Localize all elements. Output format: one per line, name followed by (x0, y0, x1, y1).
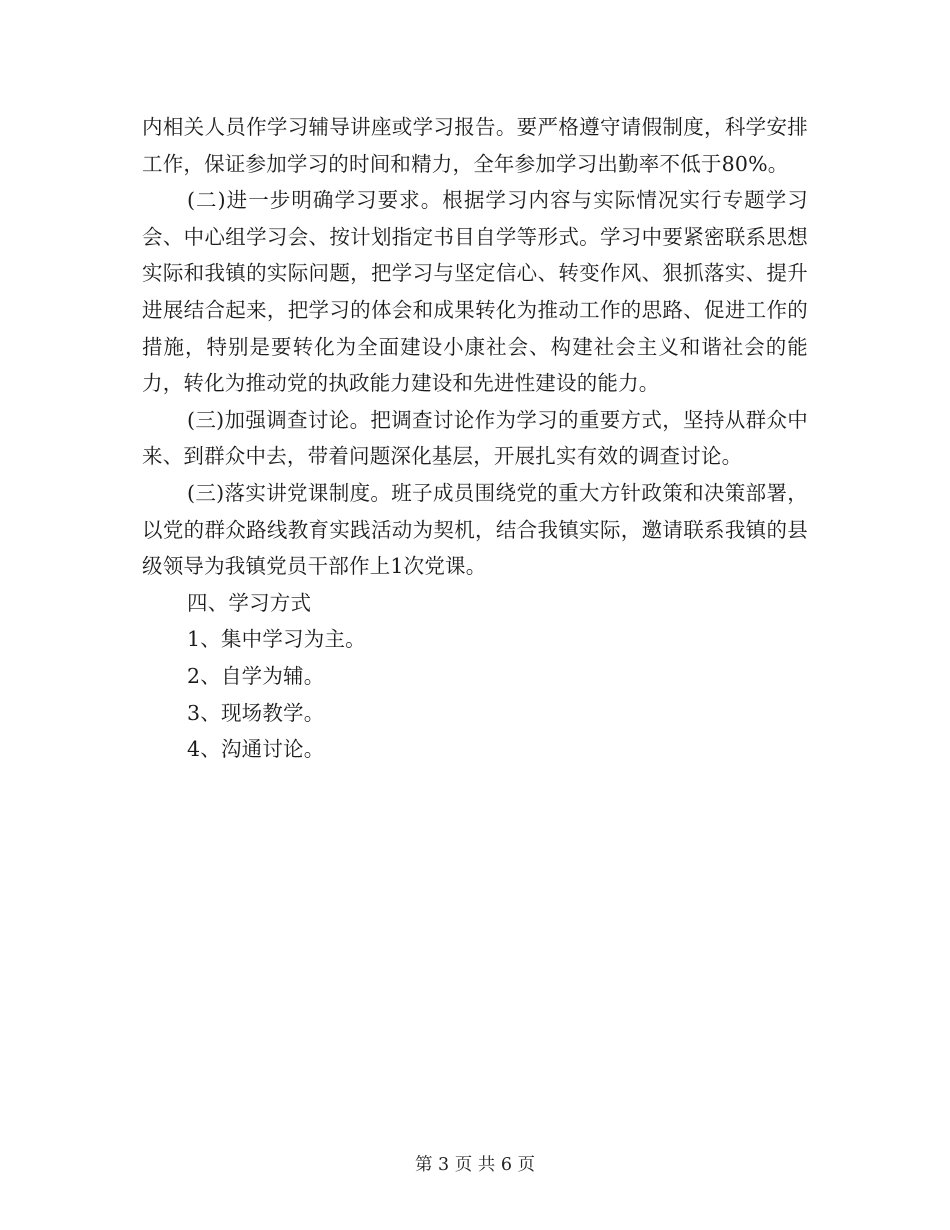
paragraph-research-discussion: (三)加强调查讨论。把调查讨论作为学习的重要方式，坚持从群众中来、到群众中去，带着问题深化基层，开展扎实有效的调查讨论。 (142, 407, 808, 469)
list-item-method-1: 1、集中学习为主。 (187, 627, 366, 652)
paragraph-study-requirements: (二)进一步明确学习要求。根据学习内容与实际情况实行专题学习会、中心组学习会、按计划指定书目自学等形式。学习中要紧密联系思想实际和我镇的实际问题，把学习与坚定信心、转变作风、狠抓落实、提升进展结合起来，把学习的体会和成果转化为推动工作的思路、促进工作的措施，特别是要转化为全面建设小康社会、构建社会主义和谐社会的能力，转化为推动党的执政能力建设和先进性建设的能力。 (142, 188, 808, 396)
section-heading-study-methods: 四、学习方式 (187, 590, 312, 615)
list-item-method-4: 4、沟通讨论。 (187, 737, 325, 762)
page-number-footer: 第 3 页 共 6 页 (414, 1155, 536, 1175)
document-body (142, 109, 808, 768)
paragraph-party-lecture-system: (三)落实讲党课制度。班子成员围绕党的重大方针政策和决策部署，以党的群众路线教育实践活动为契机，结合我镇实际，邀请联系我镇的县级领导为我镇党员干部作上1次党课。 (142, 480, 808, 579)
paragraph-study-schedule-continued: 内相关人员作学习辅导讲座或学习报告。要严格遵守请假制度，科学安排工作，保证参加学习的时间和精力，全年参加学习出勤率不低于80%。 (142, 115, 808, 176)
list-item-method-3: 3、现场教学。 (187, 700, 325, 725)
list-item-method-2: 2、自学为辅。 (187, 663, 325, 688)
